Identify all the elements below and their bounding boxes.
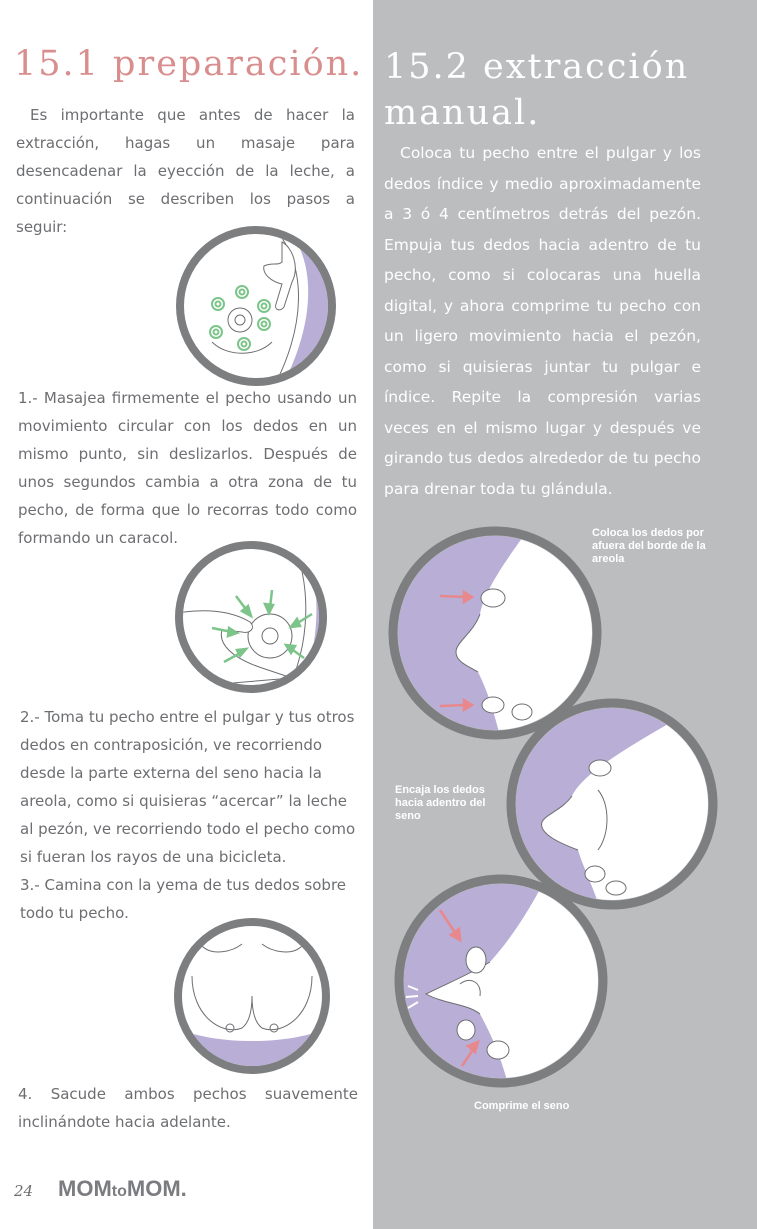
caption-fingers-outside-areola: Coloca los dedos por afuera del borde de la areola (592, 527, 706, 565)
logo-dot: . (180, 1176, 187, 1201)
logo-to: to (111, 1183, 127, 1200)
logo-mom-left: MOM (58, 1176, 112, 1201)
caption-fingers-inside: Encaja los dedos hacia adentro del seno (395, 784, 486, 822)
shake-breasts-illustration (172, 916, 332, 1076)
momtomom-logo (58, 1176, 187, 1202)
compress-breast-illustration (390, 870, 612, 1092)
section-title-extraccion-manual: 15.2 extracción manual. (384, 47, 690, 133)
extraction-instructions: Coloca tu pecho entre el pulgar y los dedos índice y medio aproximadamente a 3 ó 4 centímetros detrás del pezón. Empuja tus dedos hacia adentro de tu pecho, como si colocaras una huella digital, y ahora comprime tu pecho con un ligero movimiento hacia el pezón, como si quisieras juntar tu pulgar e índice. Repite la compresión varias veces en el mismo lugar y después ve girando tus dedos alrededor de tu pecho para drenar toda tu glándula. (384, 144, 701, 498)
circular-massage-illustration (172, 222, 340, 390)
logo-mom-right: MOM (126, 1176, 181, 1201)
section-title-preparacion: 15.1 preparación. (14, 44, 364, 84)
step-2-text: 2.- Toma tu pecho entre el pulgar y tus otros dedos en contraposición, ve recorriendo desde la parte externa del seno hacia la areola, como si quisieras “acercar” la leche al pezón, ve recorriendo todo el pecho como si fueran los rayos de una bicicleta. (20, 708, 356, 866)
radial-compression-illustration (172, 538, 330, 696)
step-1-text: 1.- Masajea firmemente el pecho usando un movimiento circular con los dedos en un mismo punto, sin deslizarlos. Después de unos segundos cambia a otra zona de tu pecho, de forma que lo recorras todo como formando un caracol. (18, 389, 357, 547)
step-3-text: 3.- Camina con la yema de tus dedos sobre todo tu pecho. (20, 876, 347, 922)
intro-paragraph: Es importante que antes de hacer la extracción, hagas un masaje para desencadenar la eyección de la leche, a continuación se describen los pasos a seguir: (16, 106, 355, 236)
caption-compress: Comprime el seno (474, 1100, 570, 1112)
step-4-text: 4. Sacude ambos pechos suavemente inclinándote hacia adelante. (18, 1085, 358, 1131)
page-number: 24 (14, 1182, 34, 1200)
